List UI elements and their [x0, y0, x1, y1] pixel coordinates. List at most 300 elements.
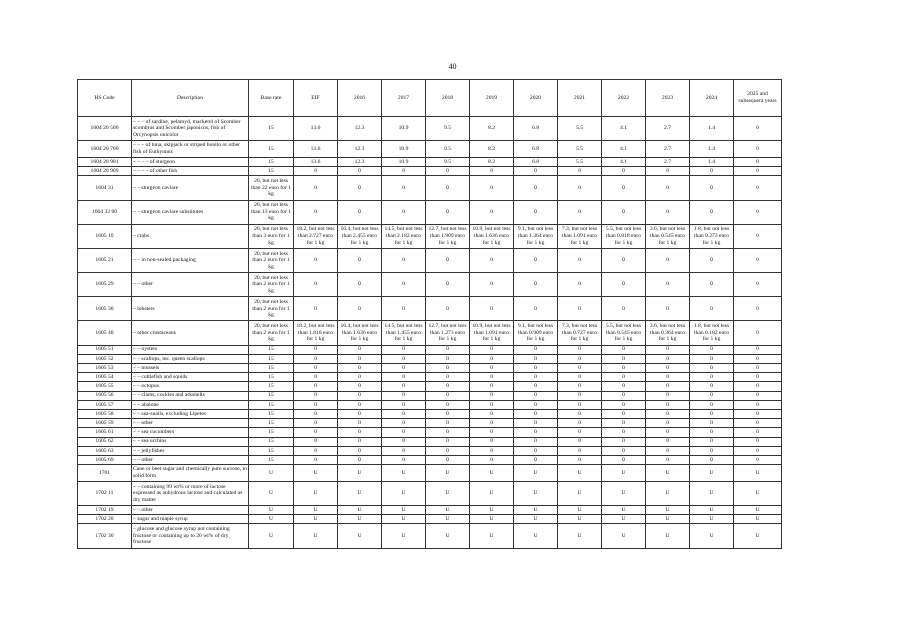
rate-cell: 0: [470, 400, 514, 409]
rate-cell: 0: [602, 297, 646, 321]
rate-cell: 0: [646, 297, 690, 321]
rate-cell: 0: [690, 382, 734, 391]
rate-cell: 0: [602, 455, 646, 464]
rate-cell: 10.9: [382, 117, 426, 141]
column-header-2020: 2020: [514, 80, 558, 117]
description-cell: – crabs: [132, 224, 249, 248]
hs-code-cell: 1605 54: [78, 373, 132, 382]
rate-cell: 0: [426, 373, 470, 382]
hs-code-cell: 1604 20 901: [78, 157, 132, 166]
base-rate-cell: 15: [249, 446, 294, 455]
rate-cell: U: [470, 515, 514, 524]
rate-cell: 0: [602, 364, 646, 373]
hs-code-cell: 1605 55: [78, 382, 132, 391]
rate-cell: 0: [338, 373, 382, 382]
rate-cell: U: [514, 515, 558, 524]
rate-cell: 0: [514, 419, 558, 428]
rate-cell: 0: [382, 297, 426, 321]
rate-cell: 10.9: [382, 141, 426, 158]
base-rate-cell: 15: [249, 437, 294, 446]
rate-cell: 0: [382, 382, 426, 391]
rate-cell: 0: [646, 354, 690, 363]
rate-cell: 0: [470, 364, 514, 373]
rate-cell: U: [602, 481, 646, 505]
rate-cell: 0: [646, 437, 690, 446]
rate-cell: 0: [338, 419, 382, 428]
rate-cell: 0: [646, 382, 690, 391]
rate-cell: U: [294, 524, 338, 548]
hs-code-cell: 1702 19: [78, 506, 132, 515]
rate-cell: 16.4, but not less than 2.455 euro for 1 kg: [338, 224, 382, 248]
column-header-hs-code: HS Code: [78, 80, 132, 117]
rate-cell: 0: [690, 364, 734, 373]
table-row: [78, 409, 782, 418]
table-row: [78, 297, 782, 321]
rate-cell: 0: [734, 297, 782, 321]
rate-cell: 0: [514, 391, 558, 400]
description-cell: – – sea urchins: [132, 437, 249, 446]
rate-cell: 0: [734, 141, 782, 158]
hs-code-cell: 1605 63: [78, 446, 132, 455]
rate-cell: 0: [690, 437, 734, 446]
rate-cell: 2.7: [646, 117, 690, 141]
description-cell: – – – of tuna, skipjack or striped bonito or other fish of Euthynnus: [132, 141, 249, 158]
rate-cell: 0: [338, 167, 382, 176]
table-header-row: [78, 80, 782, 117]
rate-cell: 12.7, but not less than 1.909 euro for 1 kg: [426, 224, 470, 248]
rate-cell: 0: [690, 273, 734, 297]
rate-cell: 1.4: [690, 157, 734, 166]
rate-cell: 2.7: [646, 141, 690, 158]
rate-cell: 0: [514, 400, 558, 409]
rate-cell: 0: [470, 437, 514, 446]
rate-cell: U: [690, 465, 734, 482]
hs-code-cell: 1605 21: [78, 248, 132, 272]
rate-cell: 0: [514, 455, 558, 464]
rate-cell: 0: [294, 419, 338, 428]
rate-cell: 0: [514, 248, 558, 272]
rate-cell: 0: [294, 382, 338, 391]
rate-cell: U: [294, 515, 338, 524]
base-rate-cell: 15: [249, 419, 294, 428]
rate-cell: 0: [602, 437, 646, 446]
rate-cell: 18.2, but not less than 2.727 euro for 1 kg: [294, 224, 338, 248]
column-header-2021: 2021: [558, 80, 602, 117]
rate-cell: U: [382, 506, 426, 515]
table-row: [78, 167, 782, 176]
rate-cell: U: [514, 465, 558, 482]
column-header-eif: EIF: [294, 80, 338, 117]
rate-cell: U: [514, 506, 558, 515]
column-header-2023: 2023: [646, 80, 690, 117]
rate-cell: 1.4: [690, 141, 734, 158]
rate-cell: 9.5: [426, 157, 470, 166]
rate-cell: 0: [602, 391, 646, 400]
rate-cell: 5.5, but not less than 0.545 euro for 1 kg: [602, 321, 646, 345]
rate-cell: 0: [646, 400, 690, 409]
column-header-2025-and-subsequent: 2025 and subsequent years: [734, 80, 782, 117]
rate-cell: 0: [338, 354, 382, 363]
rate-cell: 0: [558, 400, 602, 409]
rate-cell: 12.3: [338, 117, 382, 141]
rate-cell: 0: [294, 364, 338, 373]
rate-cell: 0: [646, 455, 690, 464]
base-rate-cell: 15: [249, 409, 294, 418]
base-rate-cell: 15: [249, 345, 294, 354]
rate-cell: U: [602, 506, 646, 515]
rate-cell: 0: [382, 419, 426, 428]
base-rate-cell: 20, but not less than 2 euro for 1 kg: [249, 321, 294, 345]
description-cell: – – sea cucumbers: [132, 428, 249, 437]
rate-cell: 0: [382, 248, 426, 272]
rate-cell: 0: [646, 364, 690, 373]
rate-cell: U: [558, 481, 602, 505]
rate-cell: 0: [470, 428, 514, 437]
table-row: [78, 354, 782, 363]
description-cell: – – other: [132, 419, 249, 428]
rate-cell: 0: [338, 248, 382, 272]
rate-cell: 0: [602, 428, 646, 437]
rate-cell: 8.2: [470, 141, 514, 158]
rate-cell: 0: [558, 409, 602, 418]
rate-cell: U: [338, 524, 382, 548]
rate-cell: U: [338, 481, 382, 505]
rate-cell: 0: [382, 400, 426, 409]
rate-cell: 0: [382, 455, 426, 464]
table-row: [78, 446, 782, 455]
rate-cell: 0: [602, 273, 646, 297]
column-header-2016: 2016: [338, 80, 382, 117]
rate-cell: 0: [514, 446, 558, 455]
rate-cell: U: [558, 506, 602, 515]
rate-cell: 0: [734, 176, 782, 200]
column-header-description: Description: [132, 80, 249, 117]
rate-cell: 0: [470, 391, 514, 400]
rate-cell: 0: [514, 437, 558, 446]
rate-cell: 0: [734, 400, 782, 409]
rate-cell: 0: [294, 455, 338, 464]
description-cell: – – octopus: [132, 382, 249, 391]
rate-cell: 0: [558, 364, 602, 373]
rate-cell: 18.2, but not less than 1.818 euro for 1 kg: [294, 321, 338, 345]
hs-code-cell: 1605 58: [78, 409, 132, 418]
rate-cell: U: [646, 506, 690, 515]
rate-cell: 0: [602, 176, 646, 200]
rate-cell: U: [558, 515, 602, 524]
rate-cell: 0: [646, 248, 690, 272]
rate-cell: 1.8, but not less than 0.273 euro for 1 kg: [690, 224, 734, 248]
rate-cell: 4.1: [602, 117, 646, 141]
rate-cell: 8.2: [470, 157, 514, 166]
rate-cell: 0: [602, 400, 646, 409]
rate-cell: U: [470, 524, 514, 548]
description-cell: – – other: [132, 455, 249, 464]
rate-cell: 0: [558, 428, 602, 437]
rate-cell: 0: [734, 364, 782, 373]
table-row: [78, 382, 782, 391]
rate-cell: 0: [734, 409, 782, 418]
rate-cell: 0: [558, 167, 602, 176]
rate-cell: 0: [426, 345, 470, 354]
rate-cell: 0: [294, 400, 338, 409]
rate-cell: 0: [514, 273, 558, 297]
description-cell: – glucose and glucose syrup not containing fructose or containing up to 20 wt% of dry fructose: [132, 524, 249, 548]
rate-cell: 0: [338, 391, 382, 400]
hs-code-cell: 1701: [78, 465, 132, 482]
base-rate-cell: U: [249, 506, 294, 515]
rate-cell: 6.8: [514, 157, 558, 166]
rate-cell: 9.1, but not less than 0.909 euro for 1 kg: [514, 321, 558, 345]
rate-cell: U: [426, 465, 470, 482]
base-rate-cell: 20, but not less than 2 euro for 1 kg: [249, 297, 294, 321]
table-row: [78, 248, 782, 272]
rate-cell: 0: [690, 428, 734, 437]
rate-cell: 0: [646, 419, 690, 428]
table-row: [78, 200, 782, 224]
base-rate-cell: 15: [249, 428, 294, 437]
rate-cell: 4.1: [602, 141, 646, 158]
rate-cell: 6.8: [514, 141, 558, 158]
base-rate-cell: U: [249, 515, 294, 524]
rate-cell: 0: [426, 446, 470, 455]
rate-cell: 0: [646, 391, 690, 400]
rate-cell: 0: [382, 446, 426, 455]
rate-cell: 0: [646, 409, 690, 418]
rate-cell: U: [602, 524, 646, 548]
rate-cell: U: [338, 506, 382, 515]
rate-cell: 0: [338, 297, 382, 321]
rate-cell: 7.3, but not less than 0.727 euro for 1 kg: [558, 321, 602, 345]
rate-cell: 0: [426, 248, 470, 272]
hs-code-cell: 1702 30: [78, 524, 132, 548]
rate-cell: U: [338, 515, 382, 524]
column-header-base-rate: Base rate: [249, 80, 294, 117]
rate-cell: 0: [470, 455, 514, 464]
rate-cell: U: [382, 515, 426, 524]
description-cell: – – scallops, inc. queen scallops: [132, 354, 249, 363]
rate-cell: 10.9, but not less than 1.091 euro for 1 kg: [470, 321, 514, 345]
rate-cell: 0: [690, 373, 734, 382]
hs-code-cell: 1605 62: [78, 437, 132, 446]
rate-cell: 0: [426, 364, 470, 373]
rate-cell: 0: [558, 248, 602, 272]
rate-cell: 1.8, but not less than 0.182 euro for 1 kg: [690, 321, 734, 345]
table-row: [78, 345, 782, 354]
rate-cell: U: [514, 524, 558, 548]
rate-cell: 0: [646, 428, 690, 437]
table-row: [78, 224, 782, 248]
rate-cell: 0: [294, 167, 338, 176]
rate-cell: 0: [294, 273, 338, 297]
rate-cell: 0: [338, 409, 382, 418]
table-row: [78, 419, 782, 428]
rate-cell: U: [558, 524, 602, 548]
rate-cell: U: [734, 524, 782, 548]
rate-cell: U: [646, 465, 690, 482]
rate-cell: 0: [690, 354, 734, 363]
base-rate-cell: 15: [249, 354, 294, 363]
rate-cell: 0: [294, 200, 338, 224]
rate-cell: 0: [734, 354, 782, 363]
rate-cell: 5.5: [558, 117, 602, 141]
rate-cell: 0: [514, 382, 558, 391]
rate-cell: 0: [382, 176, 426, 200]
rate-cell: 0: [690, 200, 734, 224]
rate-cell: 0: [514, 297, 558, 321]
rate-cell: 0: [690, 345, 734, 354]
page-number: 40: [448, 62, 457, 71]
rate-cell: 0: [558, 437, 602, 446]
rate-cell: 0: [558, 391, 602, 400]
rate-cell: 0: [426, 455, 470, 464]
rate-cell: 0: [382, 167, 426, 176]
rate-cell: 0: [382, 409, 426, 418]
rate-cell: 0: [382, 391, 426, 400]
table-row: [78, 481, 782, 505]
rate-cell: 1.4: [690, 117, 734, 141]
rate-cell: 0: [470, 354, 514, 363]
rate-cell: 0: [734, 224, 782, 248]
rate-cell: 3.6, but not less than 0.364 euro for 1 kg: [646, 321, 690, 345]
rate-cell: U: [734, 481, 782, 505]
rate-cell: 0: [294, 248, 338, 272]
rate-cell: 3.6, but not less than 0.545 euro for 1 kg: [646, 224, 690, 248]
rate-cell: 14.5, but not less than 1.455 euro for 1 kg: [382, 321, 426, 345]
column-header-2018: 2018: [426, 80, 470, 117]
hs-code-cell: 1605 10: [78, 224, 132, 248]
base-rate-cell: U: [249, 481, 294, 505]
rate-cell: U: [294, 465, 338, 482]
description-cell: – – oysters: [132, 345, 249, 354]
rate-cell: 0: [646, 167, 690, 176]
rate-cell: 0: [558, 354, 602, 363]
rate-cell: 0: [514, 345, 558, 354]
rate-cell: 0: [734, 428, 782, 437]
rate-cell: 0: [514, 364, 558, 373]
hs-code-cell: 1605 52: [78, 354, 132, 363]
rate-cell: 12.7, but not less than 1.273 euro for 1 kg: [426, 321, 470, 345]
rate-cell: 0: [734, 157, 782, 166]
column-header-2019: 2019: [470, 80, 514, 117]
rate-cell: 12.3: [338, 157, 382, 166]
rate-cell: 0: [338, 455, 382, 464]
table-row: [78, 273, 782, 297]
rate-cell: 0: [690, 419, 734, 428]
hs-code-cell: 1604 20 700: [78, 141, 132, 158]
rate-cell: 0: [294, 176, 338, 200]
rate-cell: 0: [338, 176, 382, 200]
table-row: [78, 455, 782, 464]
rate-cell: 0: [646, 273, 690, 297]
rate-cell: 0: [426, 400, 470, 409]
rate-cell: U: [382, 465, 426, 482]
rate-cell: 0: [338, 446, 382, 455]
base-rate-cell: 20, but not less than 22 euro for 1 kg: [249, 176, 294, 200]
rate-cell: 0: [382, 345, 426, 354]
hs-code-cell: 1605 53: [78, 364, 132, 373]
rate-cell: U: [382, 524, 426, 548]
rate-cell: U: [426, 481, 470, 505]
rate-cell: 0: [734, 167, 782, 176]
table-row: [78, 400, 782, 409]
column-header-2024: 2024: [690, 80, 734, 117]
rate-cell: 0: [294, 354, 338, 363]
rate-cell: 9.5: [426, 141, 470, 158]
rate-cell: 0: [382, 273, 426, 297]
rate-cell: 0: [426, 273, 470, 297]
rate-cell: U: [426, 524, 470, 548]
rate-cell: 0: [602, 446, 646, 455]
hs-code-cell: 1702 20: [78, 515, 132, 524]
base-rate-cell: 20, but not less than 3 euro for 1 kg: [249, 224, 294, 248]
hs-code-cell: 1605 61: [78, 428, 132, 437]
hs-code-cell: 1605 57: [78, 400, 132, 409]
rate-cell: 0: [602, 354, 646, 363]
base-rate-cell: 15: [249, 400, 294, 409]
rate-cell: 14.5, but not less than 2.182 euro for 1 kg: [382, 224, 426, 248]
description-cell: – – sturgeon caviare: [132, 176, 249, 200]
rate-cell: 0: [558, 176, 602, 200]
rate-cell: 0: [646, 176, 690, 200]
rate-cell: U: [734, 506, 782, 515]
table-body: [78, 117, 782, 549]
rate-cell: 0: [558, 373, 602, 382]
hs-code-cell: 1605 59: [78, 419, 132, 428]
rate-cell: 0: [646, 200, 690, 224]
rate-cell: 0: [294, 409, 338, 418]
rate-cell: 10.9, but not less than 1.636 euro for 1 kg: [470, 224, 514, 248]
base-rate-cell: 15: [249, 167, 294, 176]
rate-cell: 0: [470, 273, 514, 297]
description-cell: – – containing 99 wt% or more of lactose expressed as anhydrous lactose and calculated as dry matter: [132, 481, 249, 505]
rate-cell: U: [470, 465, 514, 482]
rate-cell: 0: [382, 200, 426, 224]
rate-cell: 6.8: [514, 117, 558, 141]
rate-cell: 0: [382, 428, 426, 437]
description-cell: – – sea-snails, excluding Lipetes: [132, 409, 249, 418]
rate-cell: 0: [602, 419, 646, 428]
rate-cell: 0: [338, 345, 382, 354]
rate-cell: 0: [690, 297, 734, 321]
rate-cell: 0: [690, 167, 734, 176]
rate-cell: 0: [514, 373, 558, 382]
rate-cell: U: [382, 481, 426, 505]
table-row: [78, 437, 782, 446]
rate-cell: 0: [470, 200, 514, 224]
rate-cell: 13.6: [294, 141, 338, 158]
rate-cell: 0: [558, 297, 602, 321]
column-header-2022: 2022: [602, 80, 646, 117]
rate-cell: 0: [734, 382, 782, 391]
rate-cell: 8.2: [470, 117, 514, 141]
rate-cell: 0: [338, 200, 382, 224]
rate-cell: 9.5: [426, 117, 470, 141]
rate-cell: 0: [426, 354, 470, 363]
rate-cell: 0: [558, 419, 602, 428]
rate-cell: 0: [514, 200, 558, 224]
rate-cell: 0: [470, 409, 514, 418]
rate-cell: 0: [646, 446, 690, 455]
rate-cell: 0: [470, 176, 514, 200]
rate-cell: U: [646, 524, 690, 548]
hs-code-cell: 1605 40: [78, 321, 132, 345]
rate-cell: 0: [426, 297, 470, 321]
table-row: [78, 428, 782, 437]
rate-cell: 0: [294, 437, 338, 446]
rate-cell: 0: [514, 428, 558, 437]
rate-cell: U: [514, 481, 558, 505]
rate-cell: 0: [382, 373, 426, 382]
